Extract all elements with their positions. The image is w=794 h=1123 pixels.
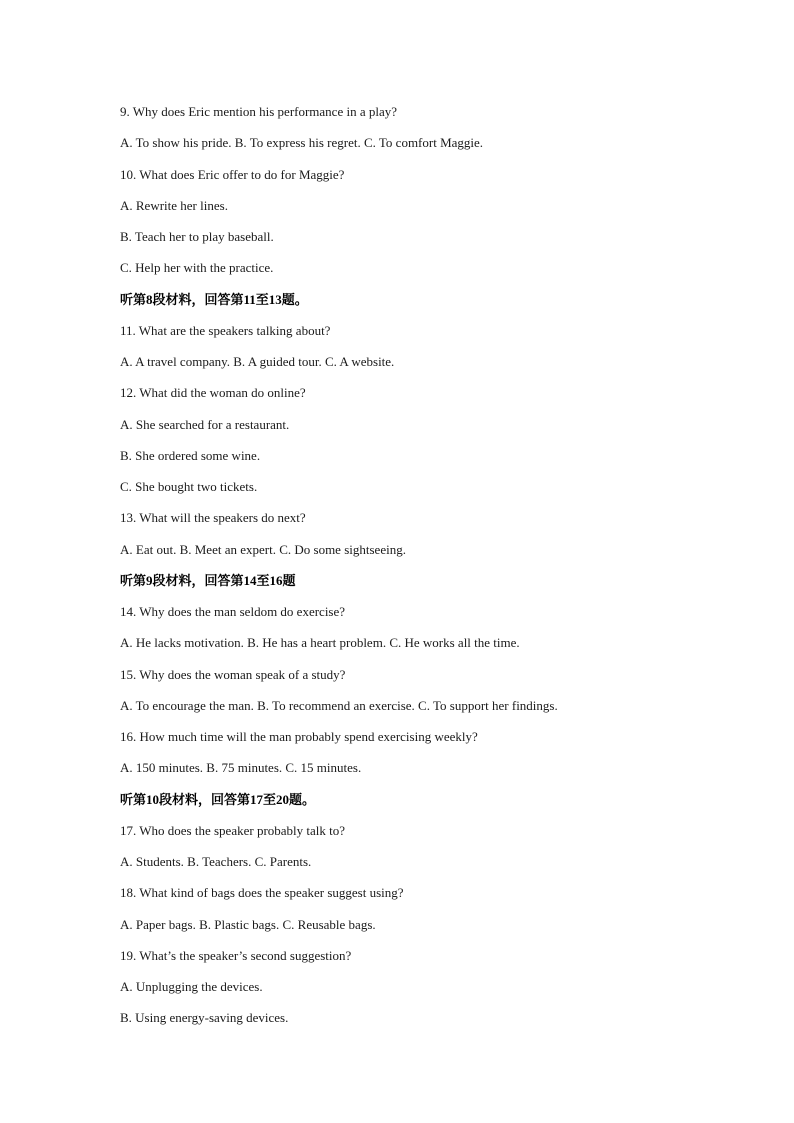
answer-options: C. Help her with the practice. bbox=[120, 260, 274, 276]
question-text: 11. What are the speakers talking about? bbox=[120, 322, 331, 338]
answer-options: A. To encourage the man. B. To recommend an exercise. C. To support her findings. bbox=[120, 697, 558, 713]
answer-options: B. Using energy-saving devices. bbox=[120, 1010, 289, 1026]
answer-options: A. Eat out. B. Meet an expert. C. Do some sightseeing. bbox=[120, 541, 406, 557]
answer-options: C. She bought two tickets. bbox=[120, 479, 258, 494]
answer-options: A. Unplugging the devices. bbox=[120, 979, 263, 994]
answer-options: B. Teach her to play baseball. bbox=[120, 229, 274, 244]
question-text: 16. How much time will the man probably spend exercising weekly? bbox=[120, 729, 478, 744]
section-heading: 听第10段材料，回答第17至20题。 bbox=[120, 791, 316, 807]
answer-options: A. Rewrite her lines. bbox=[120, 197, 228, 213]
answer-options: A. To show his pride. B. To express his regret. C. To comfort Maggie. bbox=[120, 135, 484, 151]
question-text: 10. What does Eric offer to do for Maggie? bbox=[120, 166, 345, 182]
answer-options: A. Paper bags. B. Plastic bags. C. Reusable bags. bbox=[120, 916, 376, 932]
answer-options: A. 150 minutes. B. 75 minutes. C. 15 minutes. bbox=[120, 760, 362, 776]
section-heading: 听第8段材料，回答第11至13题。 bbox=[120, 291, 308, 307]
question-text: 18. What kind of bags does the speaker suggest using? bbox=[120, 885, 404, 901]
question-text: 17. Who does the speaker probably talk to? bbox=[120, 822, 346, 838]
question-text: 15. Why does the woman speak of a study? bbox=[120, 666, 346, 682]
answer-options: A. A travel company. B. A guided tour. C. A website. bbox=[120, 354, 395, 369]
section-heading: 听第9段材料，回答第14至16题 bbox=[120, 572, 296, 588]
question-text: 12. What did the woman do online? bbox=[120, 385, 306, 401]
answer-options: B. She ordered some wine. bbox=[120, 447, 261, 463]
question-text: 19. What’s the speaker’s second suggestion? bbox=[120, 947, 352, 963]
question-text: 9. Why does Eric mention his performance in a play? bbox=[120, 104, 398, 119]
question-list bbox=[120, 103, 740, 1041]
answer-options: A. Students. B. Teachers. C. Parents. bbox=[120, 854, 312, 869]
question-text: 13. What will the speakers do next? bbox=[120, 510, 306, 526]
question-text: 14. Why does the man seldom do exercise? bbox=[120, 604, 346, 619]
answer-options: A. She searched for a restaurant. bbox=[120, 416, 290, 432]
answer-options: A. He lacks motivation. B. He has a heart problem. C. He works all the time. bbox=[120, 635, 520, 651]
